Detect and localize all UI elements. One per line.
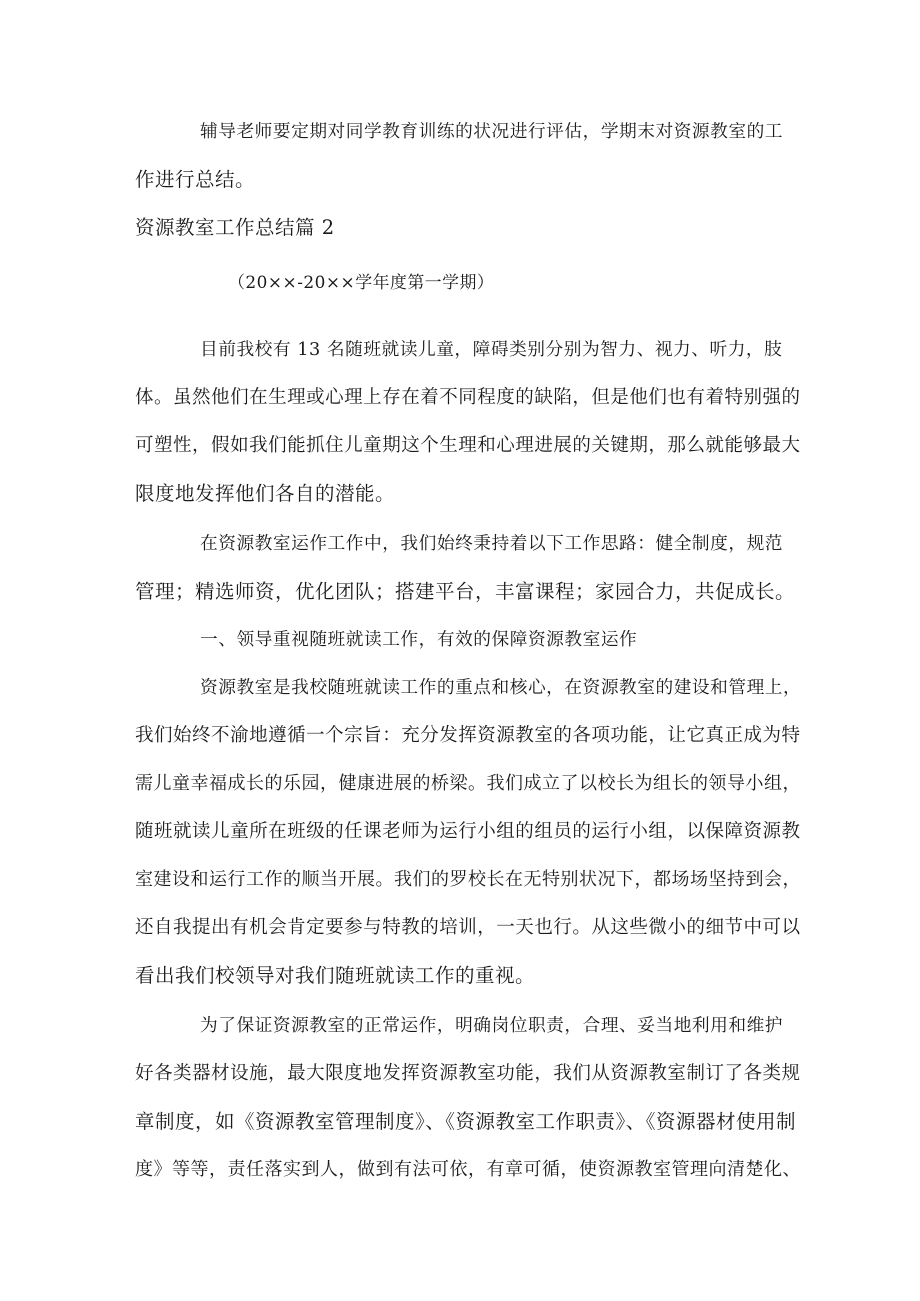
paragraph-line: 需儿童幸福成长的乐园，健康进展的桥梁。我们成立了以校长为组长的领导小组， [135,773,801,794]
paragraph-line: 体。虽然他们在生理或心理上存在着不同程度的缺陷，但是他们也有着特别强的 [135,387,801,408]
paragraph-line: 辅导老师要定期对同学教育训练的状况进行评估，学期末对资源教室的工 [200,122,784,142]
paragraph-line: 我们始终不渝地遵循一个宗旨：充分发挥资源教室的各项功能，让它真正成为特 [135,725,801,746]
section-heading: 资源教室工作总结篇 2 [135,216,335,239]
paragraph-line: 好各类器材设施，最大限度地发挥资源教室功能，我们从资源教室制订了各类规 [135,1063,801,1084]
paragraph-line: 在资源教室运作工作中，我们始终秉持着以下工作思路：健全制度，规范 [200,534,784,554]
paragraph-line: 章制度，如《资源教室管理制度》、《资源教室工作职责》、《资源器材使用制 [135,1110,797,1133]
paragraph-line: 限度地发挥他们各自的潜能。 [135,482,396,505]
paragraph-line: 还自我提出有机会肯定要参与特教的培训，一天也行。从这些微小的细节中可以 [135,917,801,938]
subsection-heading: 一、领导重视随班就读工作，有效的保障资源教室运作 [200,630,638,650]
paragraph-line: 目前我校有 13 名随班就读儿童，障碍类别分别为智力、视力、听力，肢 [200,340,783,360]
paragraph-line: 资源教室是我校随班就读工作的重点和核心，在资源教室的建设和管理上， [200,678,802,698]
paragraph-line: 看出我们校领导对我们随班就读工作的重视。 [135,964,536,987]
paragraph-line: 可塑性，假如我们能抓住儿童期这个生理和心理进展的关键期，那么就能够最大 [135,435,801,456]
paragraph-line: 随班就读儿童所在班级的任课老师为运行小组的组员的运行小组，以保障资源教 [135,821,801,842]
paragraph-line: 作进行总结。 [135,168,256,191]
paragraph-line: 度》等等，责任落实到人，做到有法可依，有章可循，使资源教室管理向清楚化、 [135,1159,801,1180]
paragraph-line: 室建设和运行工作的顺当开展。我们的罗校长在无特别状况下，都场场坚持到会， [135,869,801,890]
paragraph-line: 管理；精选师资，优化团队；搭建平台，丰富课程；家园合力，共促成长。 [135,580,796,603]
paragraph-line: 为了保证资源教室的正常运作，明确岗位职责，合理、妥当地利用和维护 [200,1016,784,1036]
semester-subtitle: （20××-20××学年度第一学期） [228,272,495,292]
